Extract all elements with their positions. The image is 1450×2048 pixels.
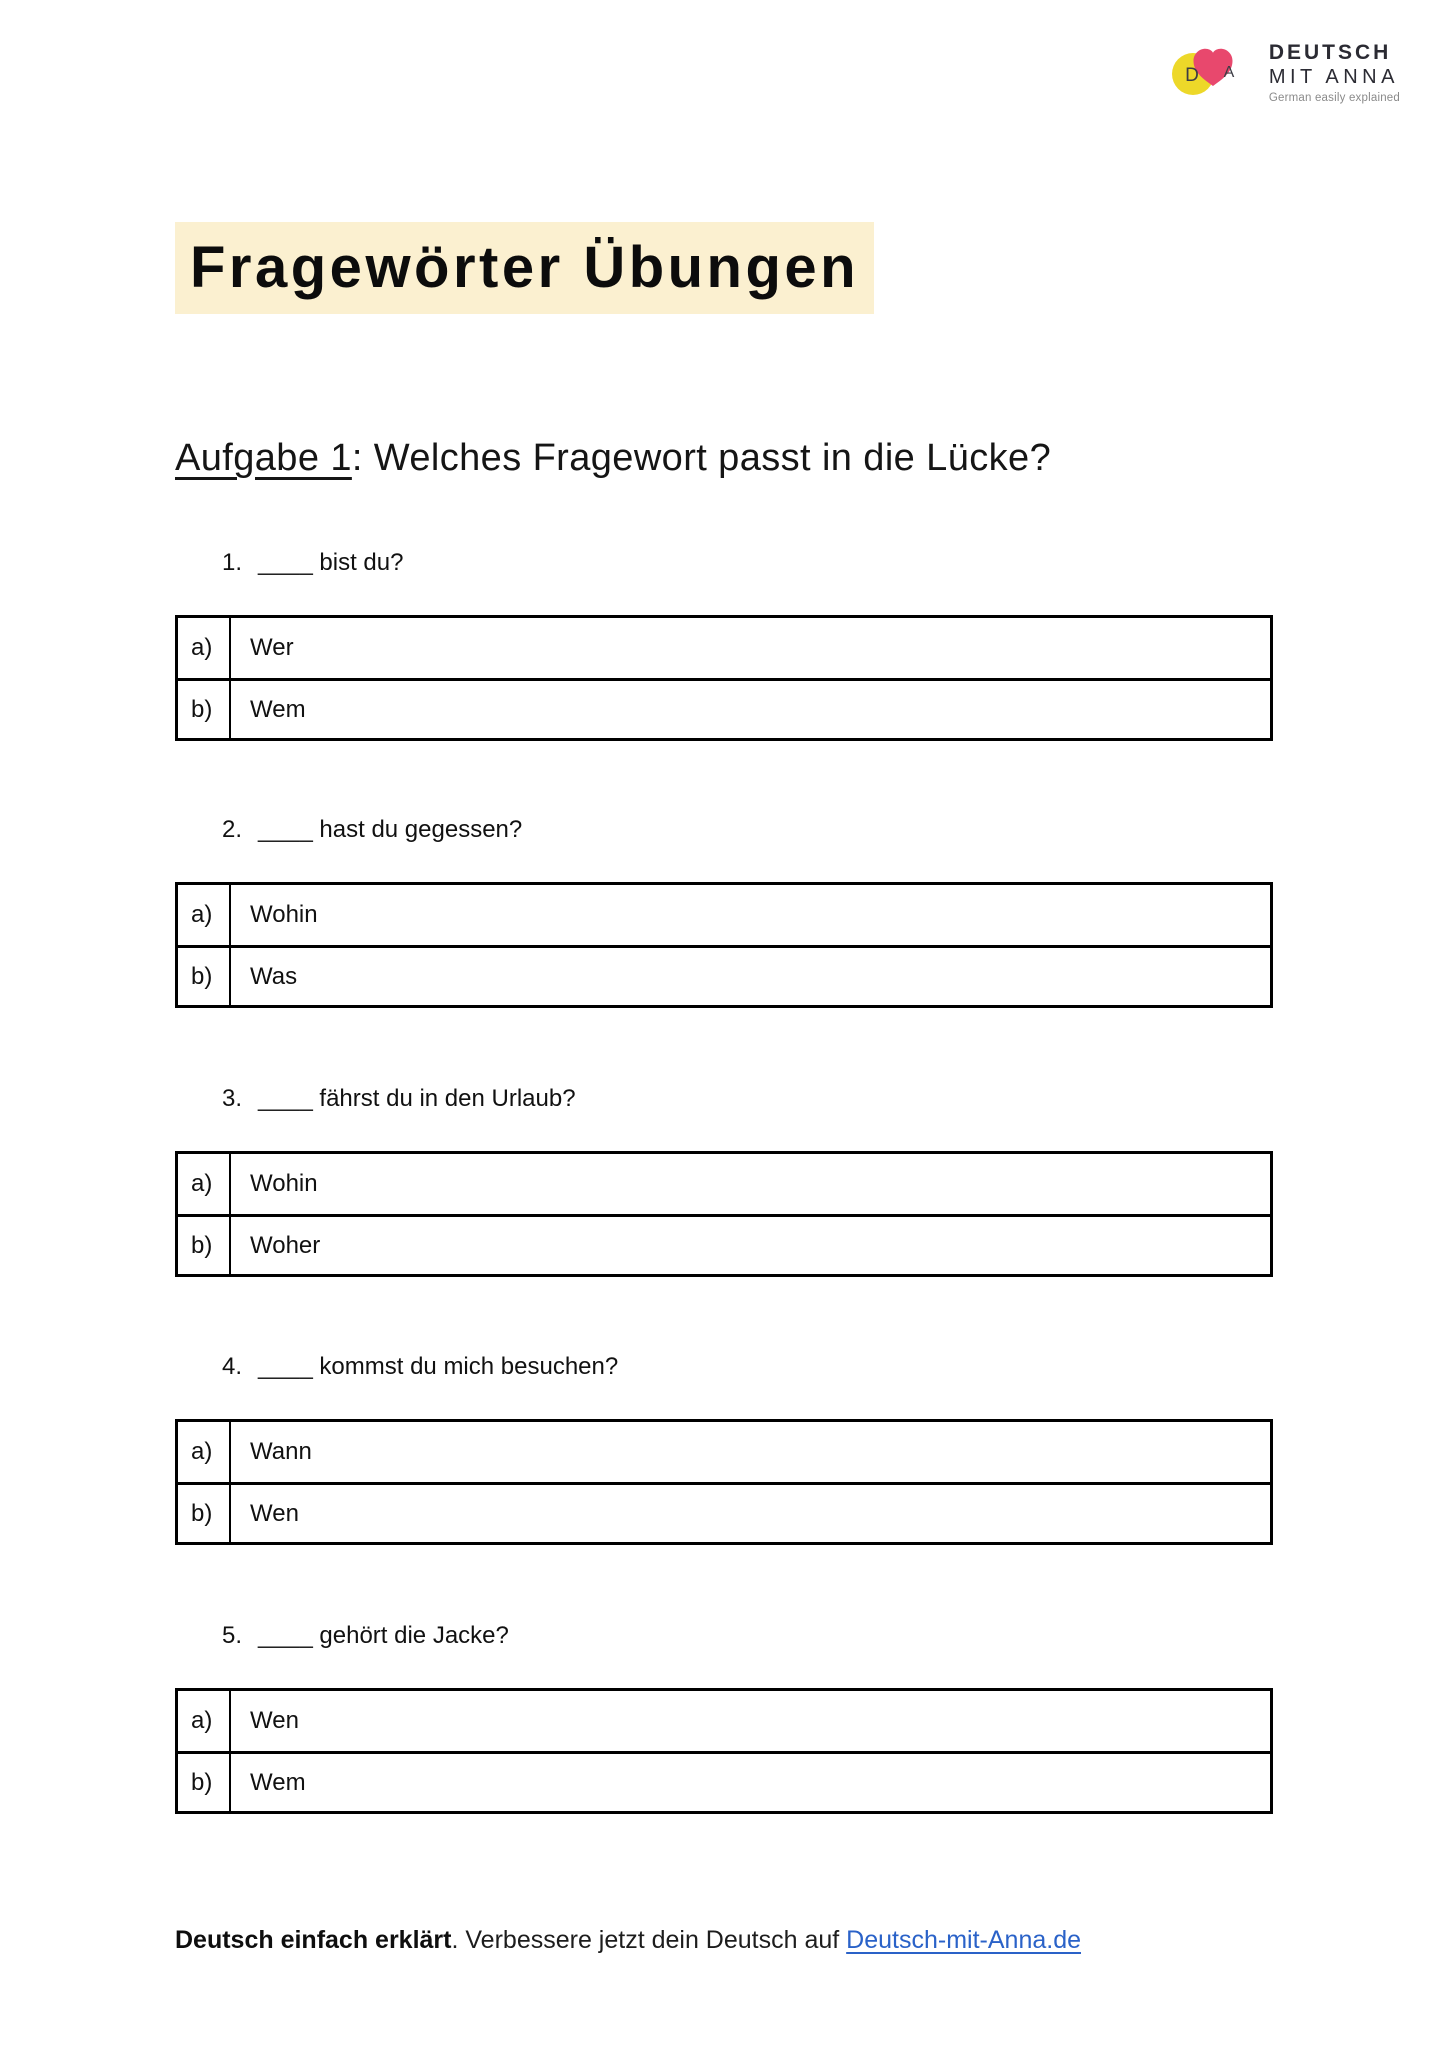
option-text: Wem (250, 1768, 306, 1796)
blank-underline: ____ (258, 1353, 314, 1380)
option-row-b (178, 945, 1270, 1005)
page-title: Fragewörter Übungen (175, 222, 874, 314)
footer-bold-text: Deutsch einfach erklärt (175, 1926, 452, 1954)
question-number: 2. (222, 816, 243, 843)
question-block-4 (175, 1353, 1273, 1545)
logo-letter-d: D (1184, 65, 1199, 87)
option-letter: b) (178, 1754, 231, 1811)
exercise-heading (175, 437, 1051, 480)
option-text: Wer (250, 634, 294, 661)
options-table (175, 882, 1273, 1008)
options-table (175, 1151, 1273, 1277)
brand-name-line1: DEUTSCH (1268, 41, 1392, 64)
question-number: 4. (222, 1353, 243, 1380)
question-text: gehört die Jacke? (319, 1622, 509, 1649)
option-row-a (178, 1422, 1270, 1482)
question-block-5 (175, 1622, 1273, 1814)
footer-website-link[interactable]: Deutsch-mit-Anna.de (846, 1926, 1081, 1954)
question-text: hast du gegessen? (319, 816, 523, 843)
option-letter: a) (178, 618, 231, 678)
brand-name-line2: MIT ANNA (1268, 65, 1399, 88)
option-row-a (178, 618, 1270, 678)
brand-tagline: German easily explained (1268, 92, 1400, 105)
option-letter: a) (178, 1154, 231, 1214)
option-letter: b) (178, 681, 231, 738)
blank-underline: ____ (258, 1085, 314, 1112)
question-number: 1. (222, 549, 243, 576)
question-block-3 (175, 1085, 1273, 1277)
brand-logo (1171, 42, 1400, 105)
option-letter: b) (178, 948, 231, 1005)
option-letter: a) (178, 885, 231, 945)
question-line (222, 816, 1273, 844)
option-row-b (178, 1214, 1270, 1274)
footer-regular-text: . Verbessere jetzt dein Deutsch auf (451, 1926, 847, 1954)
question-block-1 (175, 549, 1273, 741)
option-text: Wohin (250, 901, 318, 928)
option-row-b (178, 1482, 1270, 1542)
options-table (175, 1419, 1273, 1545)
option-row-a (178, 1154, 1270, 1214)
question-text: bist du? (319, 549, 404, 576)
question-line (222, 1353, 1273, 1381)
blank-underline: ____ (258, 1622, 314, 1649)
option-text: Wohin (250, 1170, 318, 1197)
option-text: Wann (250, 1438, 312, 1465)
brand-wordmark (1269, 42, 1400, 105)
option-letter: a) (178, 1691, 231, 1751)
option-row-b (178, 1751, 1270, 1811)
blank-underline: ____ (258, 816, 314, 843)
question-line (222, 1085, 1273, 1113)
option-row-a (178, 885, 1270, 945)
blank-underline: ____ (258, 549, 314, 576)
footer (175, 1926, 1081, 1955)
option-text: Was (250, 962, 298, 990)
question-text: kommst du mich besuchen? (319, 1353, 619, 1380)
exercise-label: Aufgabe 1 (175, 437, 352, 479)
option-letter: b) (178, 1217, 231, 1274)
options-table (175, 615, 1273, 741)
option-letter: b) (178, 1485, 231, 1542)
exercise-prompt: : Welches Fragewort passt in die Lücke? (351, 437, 1052, 479)
question-block-2 (175, 816, 1273, 1008)
option-text: Wen (250, 1499, 299, 1527)
options-table (175, 1688, 1273, 1814)
option-letter: a) (178, 1422, 231, 1482)
option-text: Wem (250, 695, 306, 723)
question-line (222, 1622, 1273, 1650)
logo-letter-a: A (1223, 64, 1235, 82)
option-text: Woher (250, 1231, 321, 1259)
question-text: fährst du in den Urlaub? (319, 1085, 576, 1112)
option-text: Wen (250, 1707, 299, 1734)
deutsch-mit-anna-logo-icon (1171, 47, 1255, 99)
option-row-a (178, 1691, 1270, 1751)
question-line (222, 549, 1273, 577)
option-row-b (178, 678, 1270, 738)
question-number: 5. (222, 1622, 243, 1649)
question-number: 3. (222, 1085, 243, 1112)
